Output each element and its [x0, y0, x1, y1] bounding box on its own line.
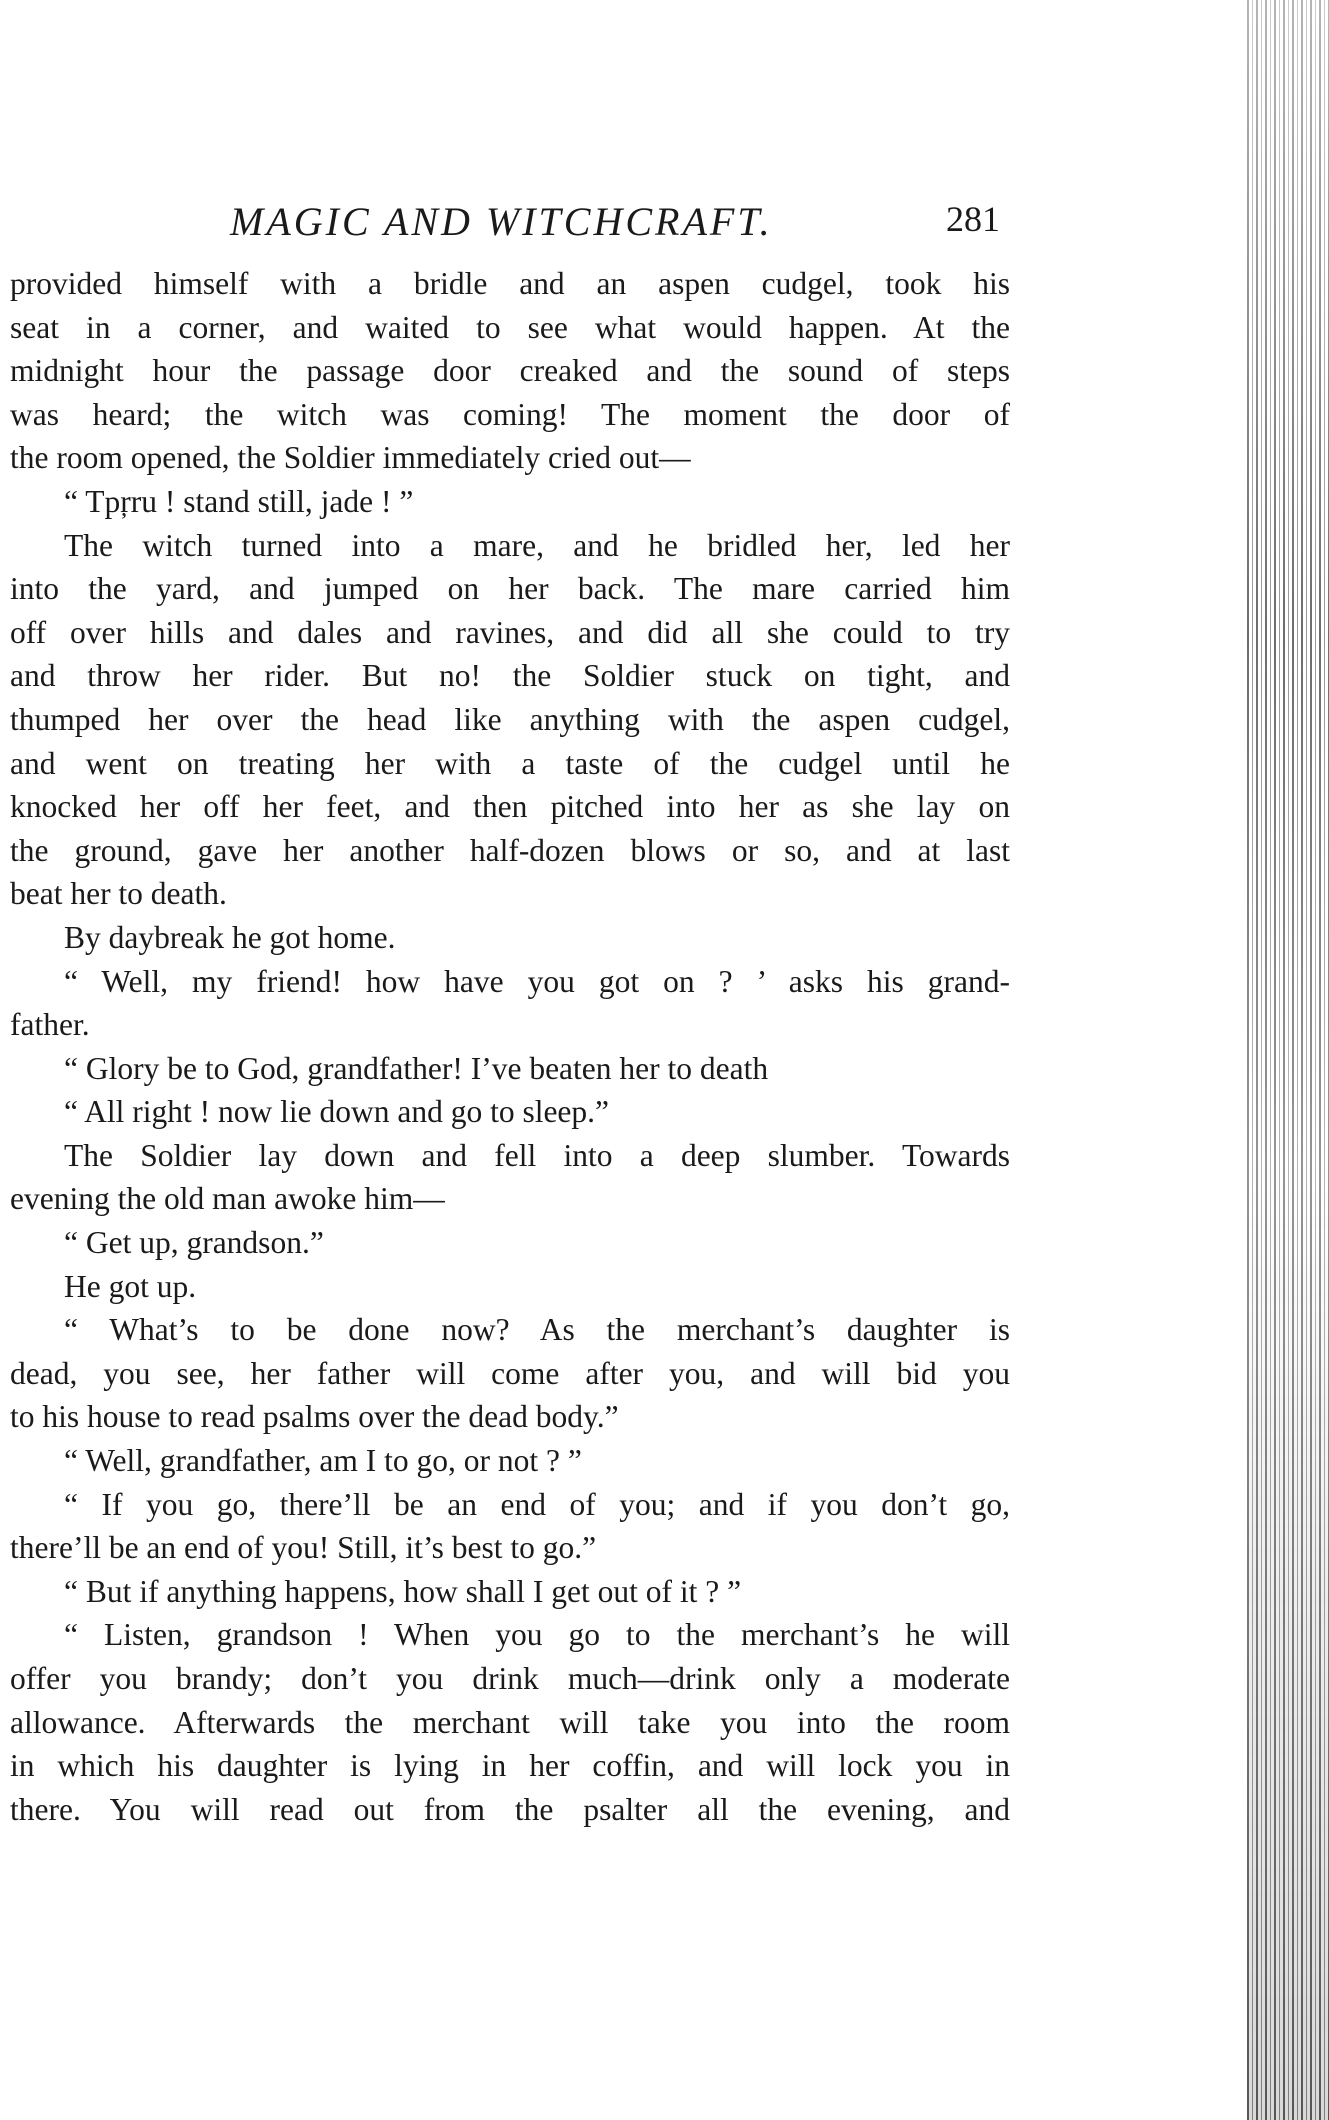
text-line: allowance. Afterwards the merchant will take you into the room	[10, 1704, 1010, 1740]
text-line: thumped her over the head like anything with the aspen cudgel,	[10, 701, 1010, 737]
text-line: in which his daughter is lying in her coffin, and will lock you in	[10, 1748, 1010, 1784]
text-line: father.	[10, 1007, 90, 1043]
text-line: beat her to death.	[10, 876, 227, 912]
text-line: and throw her rider. But no! the Soldier stuck on tight, and	[10, 658, 1010, 694]
page-number: 281	[946, 199, 1000, 239]
text-line: evening the old man awoke him—	[10, 1181, 445, 1217]
text-line: to his house to read psalms over the dead body.”	[10, 1399, 619, 1435]
text-line: into the yard, and jumped on her back. The mare carried him	[10, 571, 1010, 607]
text-line: knocked her off her feet, and then pitched into her as she lay on	[10, 789, 1010, 825]
text-line: “ But if anything happens, how shall I get out of it ? ”	[64, 1573, 742, 1609]
text-line: The Soldier lay down and fell into a deep slumber. Towards	[64, 1137, 1010, 1173]
text-line: there’ll be an end of you! Still, it’s best to go.”	[10, 1530, 597, 1566]
text-line: He got up.	[64, 1268, 197, 1304]
text-line: “ If you go, there’ll be an end of you; and if you don’t go,	[64, 1486, 1010, 1522]
text-line: “ Glory be to God, grandfather! I’ve beaten her to death	[64, 1050, 769, 1086]
text-line: By daybreak he got home.	[64, 919, 396, 955]
text-line: off over hills and dales and ravines, and did all she could to try	[10, 614, 1010, 650]
text-line: “ Tpŗru ! stand still, jade ! ”	[64, 483, 414, 519]
running-head: MAGIC AND WITCHCRAFT.	[230, 199, 773, 244]
text-line: dead, you see, her father will come after you, and will bid you	[10, 1355, 1010, 1391]
text-line: there. You will read out from the psalter all the evening, and	[10, 1791, 1010, 1827]
text-line: midnight hour the passage door creaked and the sound of steps	[10, 353, 1010, 389]
text-line: “ Well, grandfather, am I to go, or not ? ”	[64, 1443, 582, 1479]
text-line: the ground, gave her another half-dozen blows or so, and at last	[10, 832, 1010, 868]
body-text	[10, 262, 1010, 1831]
text-line: “ Well, my friend! how have you got on ? ’ asks his grand-	[64, 963, 1010, 999]
text-line: offer you brandy; don’t you drink much—drink only a moderate	[10, 1661, 1010, 1696]
text-line: “ Listen, grandson ! When you go to the merchant’s he will	[64, 1617, 1010, 1653]
text-line: “ Get up, grandson.”	[64, 1225, 324, 1261]
text-line: “ What’s to be done now? As the merchant’s daughter is	[64, 1312, 1010, 1348]
page-edge-scan-artifact	[1247, 0, 1329, 2120]
text-line: seat in a corner, and waited to see what would happen. At the	[10, 309, 1010, 345]
text-line: provided himself with a bridle and an aspen cudgel, took his	[10, 266, 1010, 301]
text-line: “ All right ! now lie down and go to sleep.”	[64, 1094, 610, 1130]
text-line: The witch turned into a mare, and he bridled her, led her	[64, 527, 1010, 563]
text-line: and went on treating her with a taste of the cudgel until he	[10, 745, 1010, 781]
page-header	[230, 198, 1000, 246]
text-line: the room opened, the Soldier immediately cried out—	[10, 440, 691, 476]
text-line: was heard; the witch was coming! The moment the door of	[10, 396, 1010, 432]
